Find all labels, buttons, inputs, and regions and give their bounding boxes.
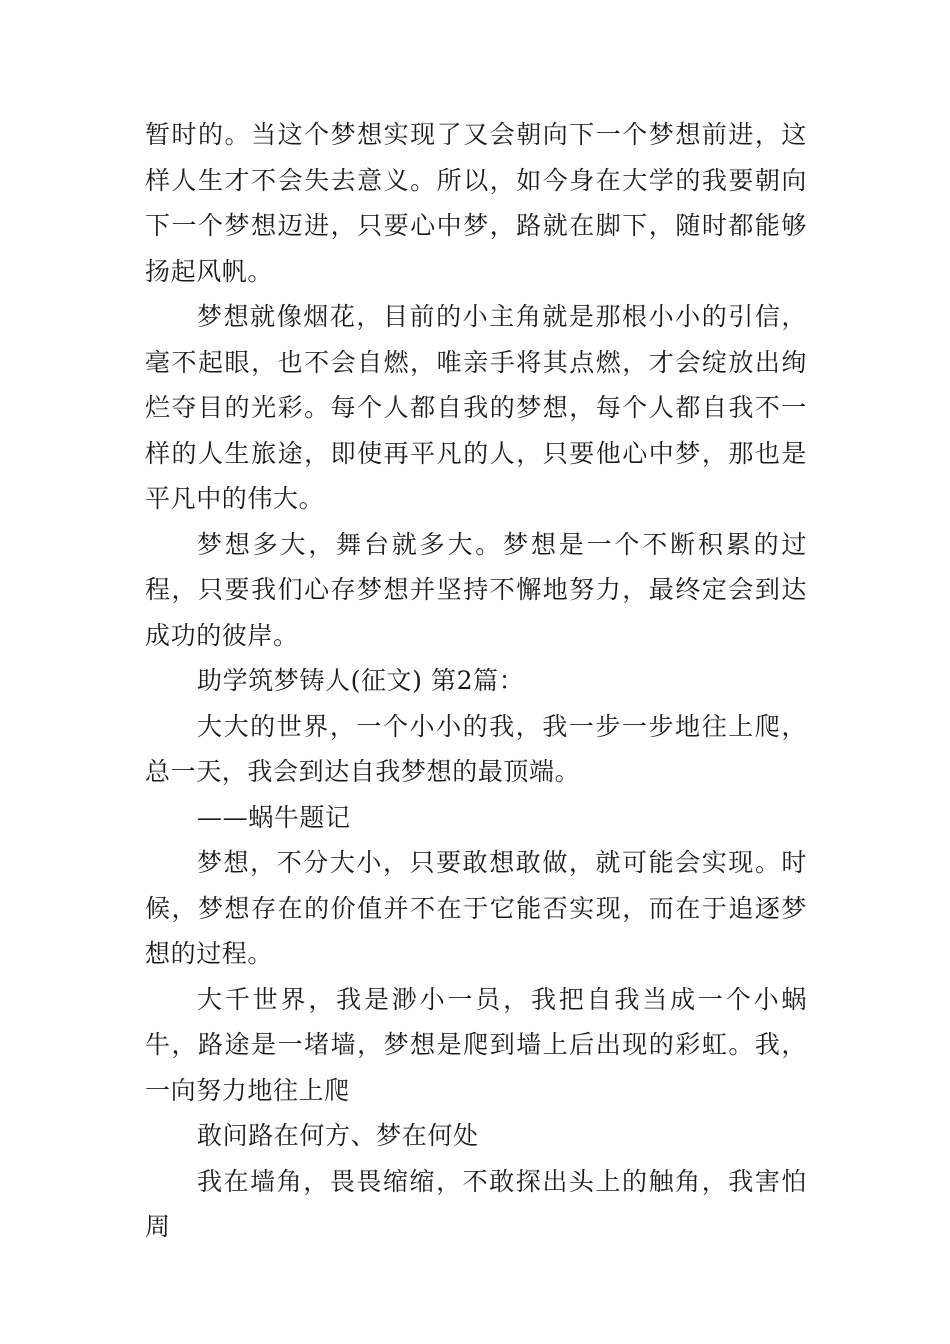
paragraph-fireworks: 梦想就像烟花，目前的小主角就是那根小小的引信，毫不起眼，也不会自燃，唯亲手将其点燃，才会绽放出绚烂夺目的光彩。每个人都自我的梦想，每个人都自我不一样的人生旅途，即使再平凡的人，只要他心中梦，那也是平凡中的伟大。: [145, 302, 807, 513]
section-heading: 助学筑梦铸人(征文) 第2篇：: [197, 666, 525, 695]
paragraph-stage: 梦想多大，舞台就多大。梦想是一个不断积累的过程，只要我们心存梦想并坚持不懈地努力，最终定会到达成功的彼岸。: [145, 529, 807, 650]
document-body: [145, 112, 807, 1250]
paragraph-corner: 我在墙角，畏畏缩缩，不敢探出头上的触角，我害怕周: [145, 1166, 807, 1241]
paragraph-question: 敢问路在何方、梦在何处: [197, 1121, 479, 1150]
epigraph-attribution: ——蜗牛题记: [197, 802, 351, 832]
paragraph-dream-size: 梦想，不分大小，只要敢想敢做，就可能会实现。时候，梦想存在的价值并不在于它能否实现，而在于追逐梦想的过程。: [145, 848, 807, 968]
paragraph-continuation: 暂时的。当这个梦想实现了又会朝向下一个梦想前进，这样人生才不会失去意义。所以，如今身在大学的我要朝向下一个梦想迈进，只要心中梦，路就在脚下，随时都能够扬起风帆。: [145, 120, 807, 286]
paragraph-snail: 大千世界，我是渺小一员，我把自我当成一个小蜗牛，路途是一堵墙，梦想是爬到墙上后出现的彩虹。我，一向努力地往上爬: [145, 984, 807, 1105]
paragraph-epigraph: 大大的世界，一个小小的我，我一步一步地往上爬，总一天，我会到达自我梦想的最顶端。: [145, 711, 807, 786]
